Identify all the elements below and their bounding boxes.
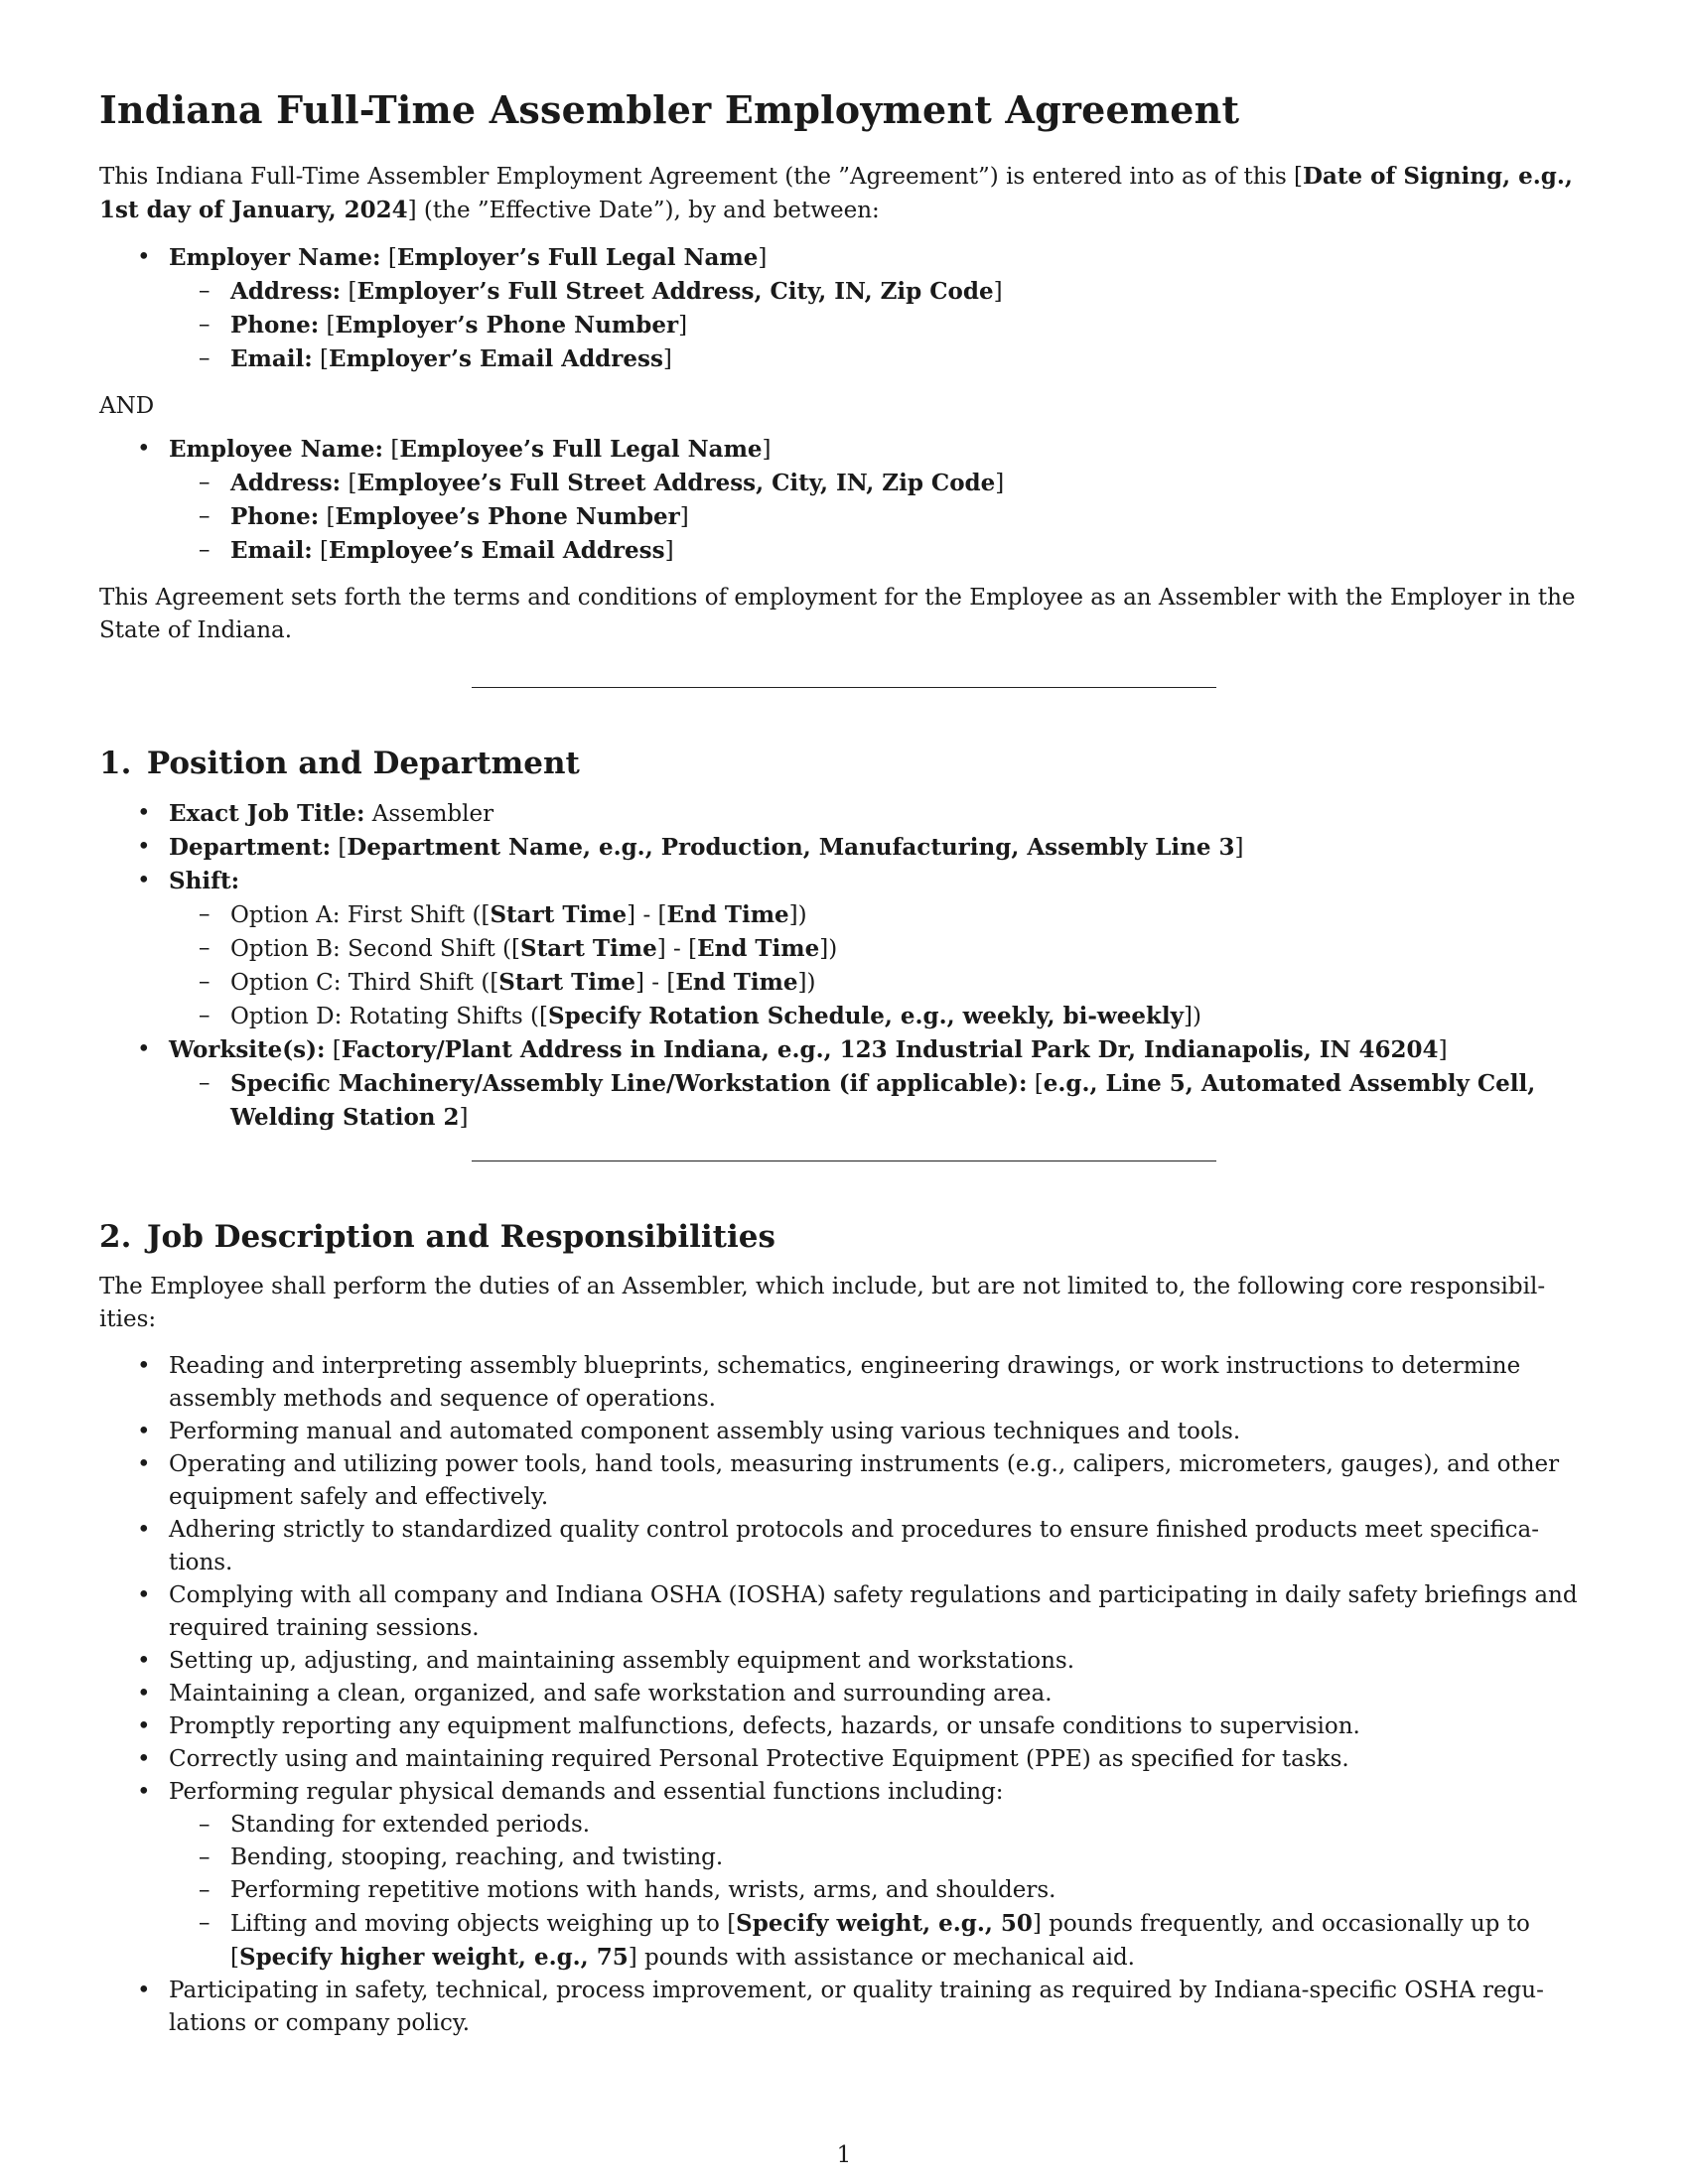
list-item: • Promptly reporting any equipment malfunctions, defects, hazards, or unsafe conditions to supervision. <box>99 1710 1589 1743</box>
employee-details <box>99 467 1589 568</box>
intro-paragraph <box>99 160 1589 227</box>
position-list <box>99 797 1589 1135</box>
shift-option-c: – Option C: Third Shift ([Start Time] - [End Time]) <box>169 966 1589 1000</box>
list-item: • Complying with all company and Indiana OSHA (IOSHA) safety regulations and participating in daily safety briefings and required training sessions. <box>99 1579 1589 1645</box>
employee-name-item: • Employee Name: [Employee’s Full Legal Name] – Address: [Employee’s Full Street Address, City, IN, Zip Code] – Phone: [Employee’s Phone Number] – Email: [Employee’s Email Address] <box>99 433 1589 568</box>
employee-phone-item: – Phone: [Employee’s Phone Number] <box>169 500 1589 534</box>
employer-address-item: – Address: [Employer’s Full Street Address, City, IN, Zip Code] <box>169 275 1589 309</box>
shift-options <box>99 898 1589 1033</box>
list-item: • Performing manual and automated component assembly using various techniques and tools. <box>99 1416 1589 1448</box>
department-item: • Department: [Department Name, e.g., Production, Manufacturing, Assembly Line 3] <box>99 831 1589 865</box>
employee-address-item: – Address: [Employee’s Full Street Address, City, IN, Zip Code] <box>169 467 1589 500</box>
intro-text-end: ] (the ”Effective Date”), by and between: <box>407 198 880 223</box>
list-item: – Performing repetitive motions with hands, wrists, arms, and shoulders. <box>169 1874 1589 1907</box>
employer-name-item: • Employer Name: [Employer’s Full Legal Name] – Address: [Employer’s Full Street Address, City, IN, Zip Code] – Phone: [Employer’s Phone Number] – Email: [Employer’s Email Address] <box>99 241 1589 376</box>
machinery-item: – Specific Machinery/Assembly Line/Workstation (if applicable): [e.g., Line 5, Automated Assembly Cell, Welding Station 2] <box>169 1067 1589 1135</box>
list-item: • Reading and interpreting assembly blueprints, schematics, engineering drawings, or work instructions to determine assembly methods and sequence of operations. <box>99 1350 1589 1416</box>
shift-item: • Shift: – Option A: First Shift ([Start Time] - [End Time]) – Option B: Second Shift ([Start Time] - [End Time]) – Option C: Third Shift ([Start Time] - [End Time]) – Option D: Rotating Shifts ([Specify Rotation Schedule, e.g., weekly, bi-weekly]) <box>99 865 1589 1033</box>
list-item: • Operating and utilizing power tools, hand tools, measuring instruments (e.g., calipers, micrometers, gauges), and other equipment safely and effectively. <box>99 1448 1589 1514</box>
shift-option-d: – Option D: Rotating Shifts ([Specify Rotation Schedule, e.g., weekly, bi-weekly]) <box>169 1000 1589 1033</box>
responsibilities-list <box>99 1350 1589 2040</box>
shift-option-a: – Option A: First Shift ([Start Time] - [End Time]) <box>169 898 1589 932</box>
list-item: – Bending, stooping, reaching, and twisting. <box>169 1842 1589 1874</box>
employer-list <box>99 241 1589 376</box>
employer-details <box>99 275 1589 376</box>
list-item: • Maintaining a clean, organized, and safe workstation and surrounding area. <box>99 1678 1589 1710</box>
document-title: Indiana Full-Time Assembler Employment Agreement <box>99 87 1240 132</box>
employer-email-item: – Email: [Employer’s Email Address] <box>169 342 1589 376</box>
employer-phone-item: – Phone: [Employer’s Phone Number] <box>169 309 1589 342</box>
list-item: • Participating in safety, technical, process improvement, or quality training as required by Indiana-specific OSHA regu-lations or company policy. <box>99 1975 1589 2040</box>
section-1-heading: 1. Position and Department <box>99 746 580 781</box>
physical-demands-item: • Performing regular physical demands and essential functions including: – Standing for extended periods. – Bending, stooping, reaching, and twisting. – Performing repetitive motions with hands, wrists, arms, and shoulders. – Lifting and moving objects weighing up to [Specify weight, e.g., 50] pounds frequently, and occasionally up to [Specify higher weight, e.g., 75] pounds with assistance or mechanical aid. <box>99 1776 1589 1975</box>
section-divider <box>472 1160 1216 1161</box>
intro-text-start: This Indiana Full-Time Assembler Employment Agreement (the ”Agreement”) is entered into as of this [ <box>99 164 1304 190</box>
physical-demands-list <box>99 1809 1589 1975</box>
list-item: • Setting up, adjusting, and maintaining assembly equipment and workstations. <box>99 1645 1589 1678</box>
shift-option-b: – Option B: Second Shift ([Start Time] - [End Time]) <box>169 932 1589 966</box>
section-2-heading: 2. Job Description and Responsibilities <box>99 1219 775 1255</box>
page-number: 1 <box>836 2142 852 2168</box>
list-item: – Standing for extended periods. <box>169 1809 1589 1842</box>
date-placeholder: Date of Signing, e.g., 1st day of January, 2024 <box>99 163 1573 223</box>
document-page <box>99 87 1589 2054</box>
purpose-paragraph: This Agreement sets forth the terms and conditions of employment for the Employee as an Assembler with the Employer in the State of Indiana. <box>99 585 1576 643</box>
and-separator: AND <box>99 393 155 419</box>
job-title-item: • Exact Job Title: Assembler <box>99 797 1589 831</box>
list-item: • Adhering strictly to standardized quality control protocols and procedures to ensure finished products meet specifica-tions. <box>99 1514 1589 1579</box>
worksite-details <box>99 1067 1589 1135</box>
employee-email-item: – Email: [Employee’s Email Address] <box>169 534 1589 568</box>
employee-list <box>99 433 1589 568</box>
responsibilities-intro: The Employee shall perform the duties of an Assembler, which include, but are not limited to, the following core responsibil-ities: <box>99 1274 1546 1332</box>
worksite-item: • Worksite(s): [Factory/Plant Address in Indiana, e.g., 123 Industrial Park Dr, Indianapolis, IN 46204] – Specific Machinery/Assembly Line/Workstation (if applicable): [e.g., Line 5, Automated Assembly Cell, Welding Station 2] <box>99 1033 1589 1135</box>
section-divider <box>472 687 1216 688</box>
list-item: • Correctly using and maintaining required Personal Protective Equipment (PPE) as specified for tasks. <box>99 1743 1589 1776</box>
lifting-item: – Lifting and moving objects weighing up to [Specify weight, e.g., 50] pounds frequently, and occasionally up to [Specify higher weight, e.g., 75] pounds with assistance or mechanical aid. <box>169 1907 1589 1975</box>
